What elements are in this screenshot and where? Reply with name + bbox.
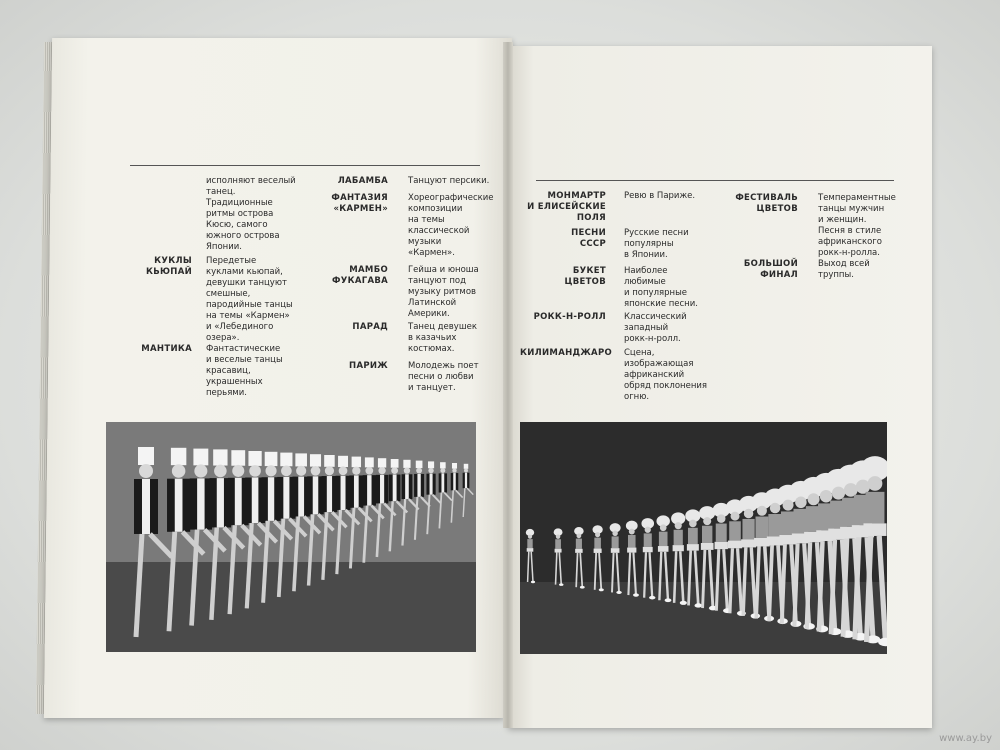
entry-name: МАНТИКА: [141, 344, 192, 354]
entry-name: ПЕСНИ СССР: [571, 228, 606, 249]
entry-desc: Наиболее любимые и популярные японские песни.: [624, 266, 698, 309]
chorus-line-drawing: [106, 422, 476, 652]
entry-desc: Сцена, изображающая африканский обряд поклонения огню.: [624, 348, 708, 402]
entry-desc: Русские песни популярны в Японии.: [624, 228, 689, 260]
entry-name: ЛАБАМБА: [337, 176, 388, 186]
entry-desc: Фантастические и веселые танцы красавиц, украшенных перьями.: [206, 344, 283, 398]
entry-name: КУКЛЫ КЬЮПАЙ: [145, 256, 192, 277]
entry-name: ФАНТАЗИЯ «КАРМЕН»: [331, 193, 388, 214]
entry-desc: Классический западный рокк-н-ролл.: [624, 312, 687, 344]
entry-name: ПАРАД: [352, 322, 388, 332]
entry-name: МОНМАРТР И ЕЛИСЕЙСКИЕ ПОЛЯ: [527, 191, 606, 223]
entry-name: ФЕСТИВАЛЬ ЦВЕТОВ: [735, 193, 798, 214]
entry-desc: Хореографические композиции на темы классической музыки «Кармен».: [408, 193, 494, 258]
entry-name: КИЛИМАНДЖАРО: [520, 348, 612, 358]
dancers-photo-left: [106, 422, 476, 652]
entry-name: БУКЕТ ЦВЕТОВ: [564, 266, 606, 287]
entry-desc: Выход всей труппы.: [818, 259, 870, 280]
entry-desc: Танцуют персики.: [408, 176, 490, 186]
right-top-rule: [536, 180, 894, 181]
entry-desc: Гейша и юноша танцуют под музыку ритмов Латинской Америки.: [408, 265, 479, 319]
entry-name: БОЛЬШОЙ ФИНАЛ: [743, 259, 798, 280]
entry-desc: Танец девушек в казачьих костюмах.: [408, 322, 477, 354]
watermark: www.ay.by: [939, 733, 992, 744]
entry-desc: Ревю в Париже.: [624, 191, 696, 201]
entry-desc: Передетые куклами кьюпай, девушки танцуют смешные, пародийные танцы на темы «Кармен» и «Лебединого озера».: [206, 256, 293, 343]
feathered-dancers-drawing: [520, 422, 887, 654]
dancers-photo-right: [520, 422, 887, 654]
entry-desc: Молодежь поет песни о любви и танцует.: [408, 361, 479, 393]
entry-desc: исполняют веселый танец. Традиционные ритмы острова Кюсю, самого южного острова Японии.: [206, 176, 296, 252]
entry-name: РОКК-Н-РОЛЛ: [533, 312, 606, 322]
entry-name: МАМБО ФУКАГАВА: [332, 265, 388, 286]
entry-name: ПАРИЖ: [349, 361, 388, 371]
left-top-rule: [130, 165, 480, 166]
entry-desc: Темпераментные танцы мужчин и женщин. Песня в стиле африканского рокк-н-ролла.: [818, 193, 896, 258]
book-spine: [503, 42, 513, 728]
